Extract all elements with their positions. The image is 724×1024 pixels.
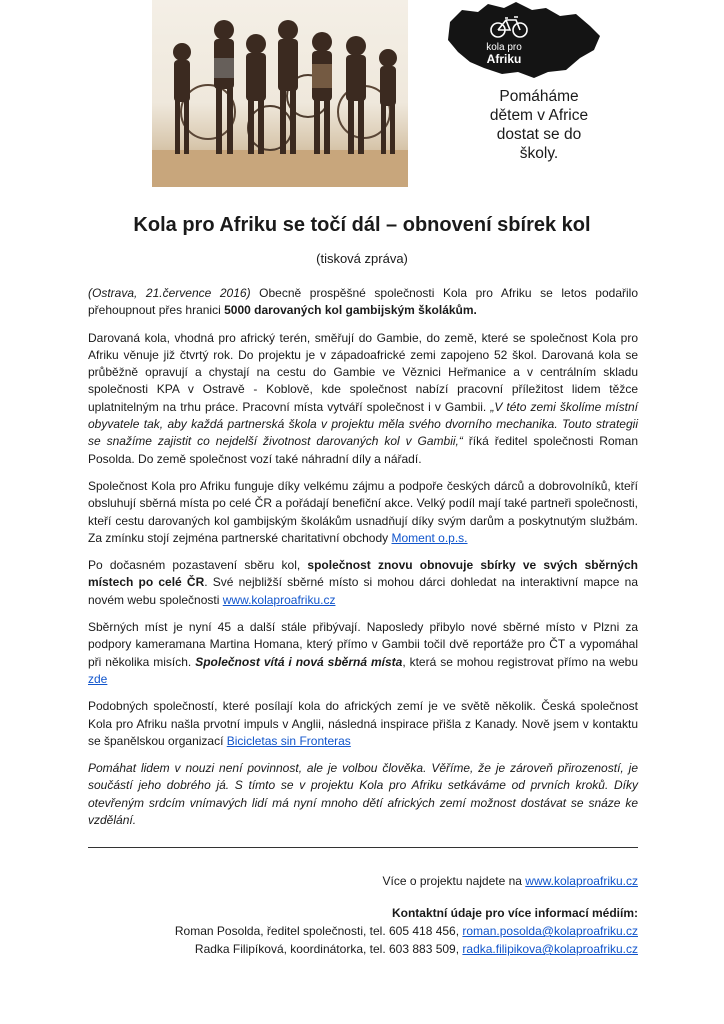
paragraph-text: Darovaná kola, vhodná pro africký terén, směřují do Gambie, do země, které se společnost Kola pro Afriku věnuje již čtvrtý rok. Do projektu je v západoafrické zemi zapojeno 52 škol. Darovaná kola se průběžně opravují a chystají na cestu do Gambie ve Věznici Heřmanice a v centrálním skladu společnosti KPA v Ostravě - Koblově, kde společnost nabízí pracovní příležitost lidem těžce uplatnitelným na trhu práce. Pracovní místa vytváří společnost i v Gambii. bbox=[88, 330, 638, 414]
highlight-text: Společnost vítá i nová sběrná místa bbox=[195, 654, 403, 669]
more-info-text: Více o projektu najdete na bbox=[382, 874, 526, 888]
website-link[interactable]: www.kolaproafriku.cz bbox=[222, 592, 336, 607]
posolda-email-link[interactable]: roman.posolda@kolaproafriku.cz bbox=[462, 924, 638, 938]
more-info bbox=[383, 874, 638, 888]
paragraph-text: Po dočasném pozastavení sběru kol, bbox=[88, 558, 308, 573]
paragraph-bikes bbox=[88, 330, 638, 468]
children-photo-illustration bbox=[152, 0, 408, 187]
highlight-text: 5000 darovaných kol gambijským školákům. bbox=[224, 303, 477, 318]
contact-text: Radka Filipíková, koordinátorka, tel. 603 883 509, bbox=[194, 942, 463, 956]
contact-text: Roman Posolda, ředitel společnosti, tel. 605 418 456, bbox=[174, 924, 463, 938]
register-link[interactable]: zde bbox=[88, 671, 108, 686]
quote-text: „V této zemi školíme místní obyvatele tak, aby každá partnerská škola v projektu měla svého dvorního mechanika. Touto strategii se snažíme zajistit co nejdelší životnost darovaných kol v Gambii,“ bbox=[88, 399, 638, 449]
contact-heading: Kontaktní údaje pro více informací médiím: bbox=[391, 906, 638, 920]
paragraph-text: , která se mohou registrovat přímo na webu bbox=[402, 654, 639, 669]
czech-map-bicycle-logo-icon bbox=[444, 0, 604, 80]
page-title: Kola pro Afriku se točí dál – obnovení sbírek kol bbox=[133, 214, 591, 236]
paragraph-text: Podobných společností, které posílají kola do afrických zemí je ve světě několik. Česká společnost Kola pro Afriku našla prvotní impuls v Anglii, následná inspirace přišla z Kanady. Nově jsem v kontaktu se španělskou organizací bbox=[88, 699, 638, 748]
closing-quote: Pomáhat lidem v nouzi není povinnost, ale je volbou člověka. Věříme, že je zároveň přirozeností, je součástí jeho dobrého já. S tímto se v projektu Kola pro Afriku setkáváme od prvních kroků. Díky otevřeným srdcím vnímavých lidí má nyní mnoho dětí afrických zemí možnost dostávat se snáze ke vzdělání. bbox=[88, 761, 638, 828]
page-subtitle: (tisková zpráva) bbox=[316, 251, 408, 266]
logo-text-2: Afriku bbox=[486, 52, 522, 66]
tagline-line: dostat se do bbox=[496, 126, 582, 143]
contact-filipikova bbox=[195, 942, 638, 956]
paragraph-text: říká ředitel společnosti Roman Posolda. Do země společnost vozí také náhradní díly a nářadí. bbox=[88, 434, 638, 466]
tagline-line: Pomáháme bbox=[499, 88, 579, 105]
logo-text-1: kola pro bbox=[486, 42, 522, 53]
tagline-line: dětem v Africe bbox=[489, 107, 589, 124]
tagline bbox=[469, 87, 609, 163]
paragraph-collection bbox=[88, 557, 638, 609]
article-body bbox=[88, 285, 638, 839]
filipikova-email-link[interactable]: radka.filipikova@kolaproafriku.cz bbox=[462, 942, 638, 956]
contact-posolda bbox=[175, 924, 638, 938]
paragraph-partners bbox=[88, 478, 638, 547]
dateline: (Ostrava, 21.července 2016) bbox=[88, 286, 251, 300]
paragraph-similar bbox=[88, 698, 638, 750]
paragraph-text: Sběrných míst je nyní 45 a další stále přibývají. Naposledy přibylo nové sběrné místo v Plzni za podpory kameramana Martina Homana, který přímo v Gambii točil dvě reportáže pro ČT a vypomáhal při několika misích. bbox=[88, 620, 638, 669]
divider bbox=[88, 847, 638, 848]
footer-website-link[interactable]: www.kolaproafriku.cz bbox=[525, 874, 638, 888]
paragraph-text: Obecně prospěšné společnosti Kola pro Afriku se letos podařilo přehoupnout přes hranici bbox=[88, 286, 639, 318]
paragraph-places bbox=[88, 619, 638, 688]
paragraph-text: . Své nejbližší sběrné místo si mohou dárci dohledat na interaktivní mapce na novém webu společnosti bbox=[88, 575, 638, 607]
paragraph-intro bbox=[88, 285, 638, 320]
paragraph-closing bbox=[88, 760, 638, 829]
bicicletas-link[interactable]: Bicicletas sin Fronteras bbox=[226, 733, 351, 748]
moment-link[interactable]: Moment o.p.s. bbox=[391, 530, 468, 545]
logo bbox=[444, 0, 604, 80]
tagline-line: školy. bbox=[519, 145, 559, 162]
highlight-text: společnost znovu obnovuje sbírky ve svých sběrných místech po celé ČR bbox=[88, 558, 638, 590]
header-photo bbox=[152, 0, 408, 187]
paragraph-text: Společnost Kola pro Afriku funguje díky velkému zájmu a podpoře českých dárců a dobrovolníků, kteří obsluhují sběrná místa po celé ČR a pořádají benefiční akce. Velký podíl mají také partneři společnosti, kteří cestu darovaných kol gambijským školákům usnadňují díky svým darům a poskytnutým službám. Za zmínku stojí zejména partnerské charitativní obchody bbox=[88, 478, 638, 545]
